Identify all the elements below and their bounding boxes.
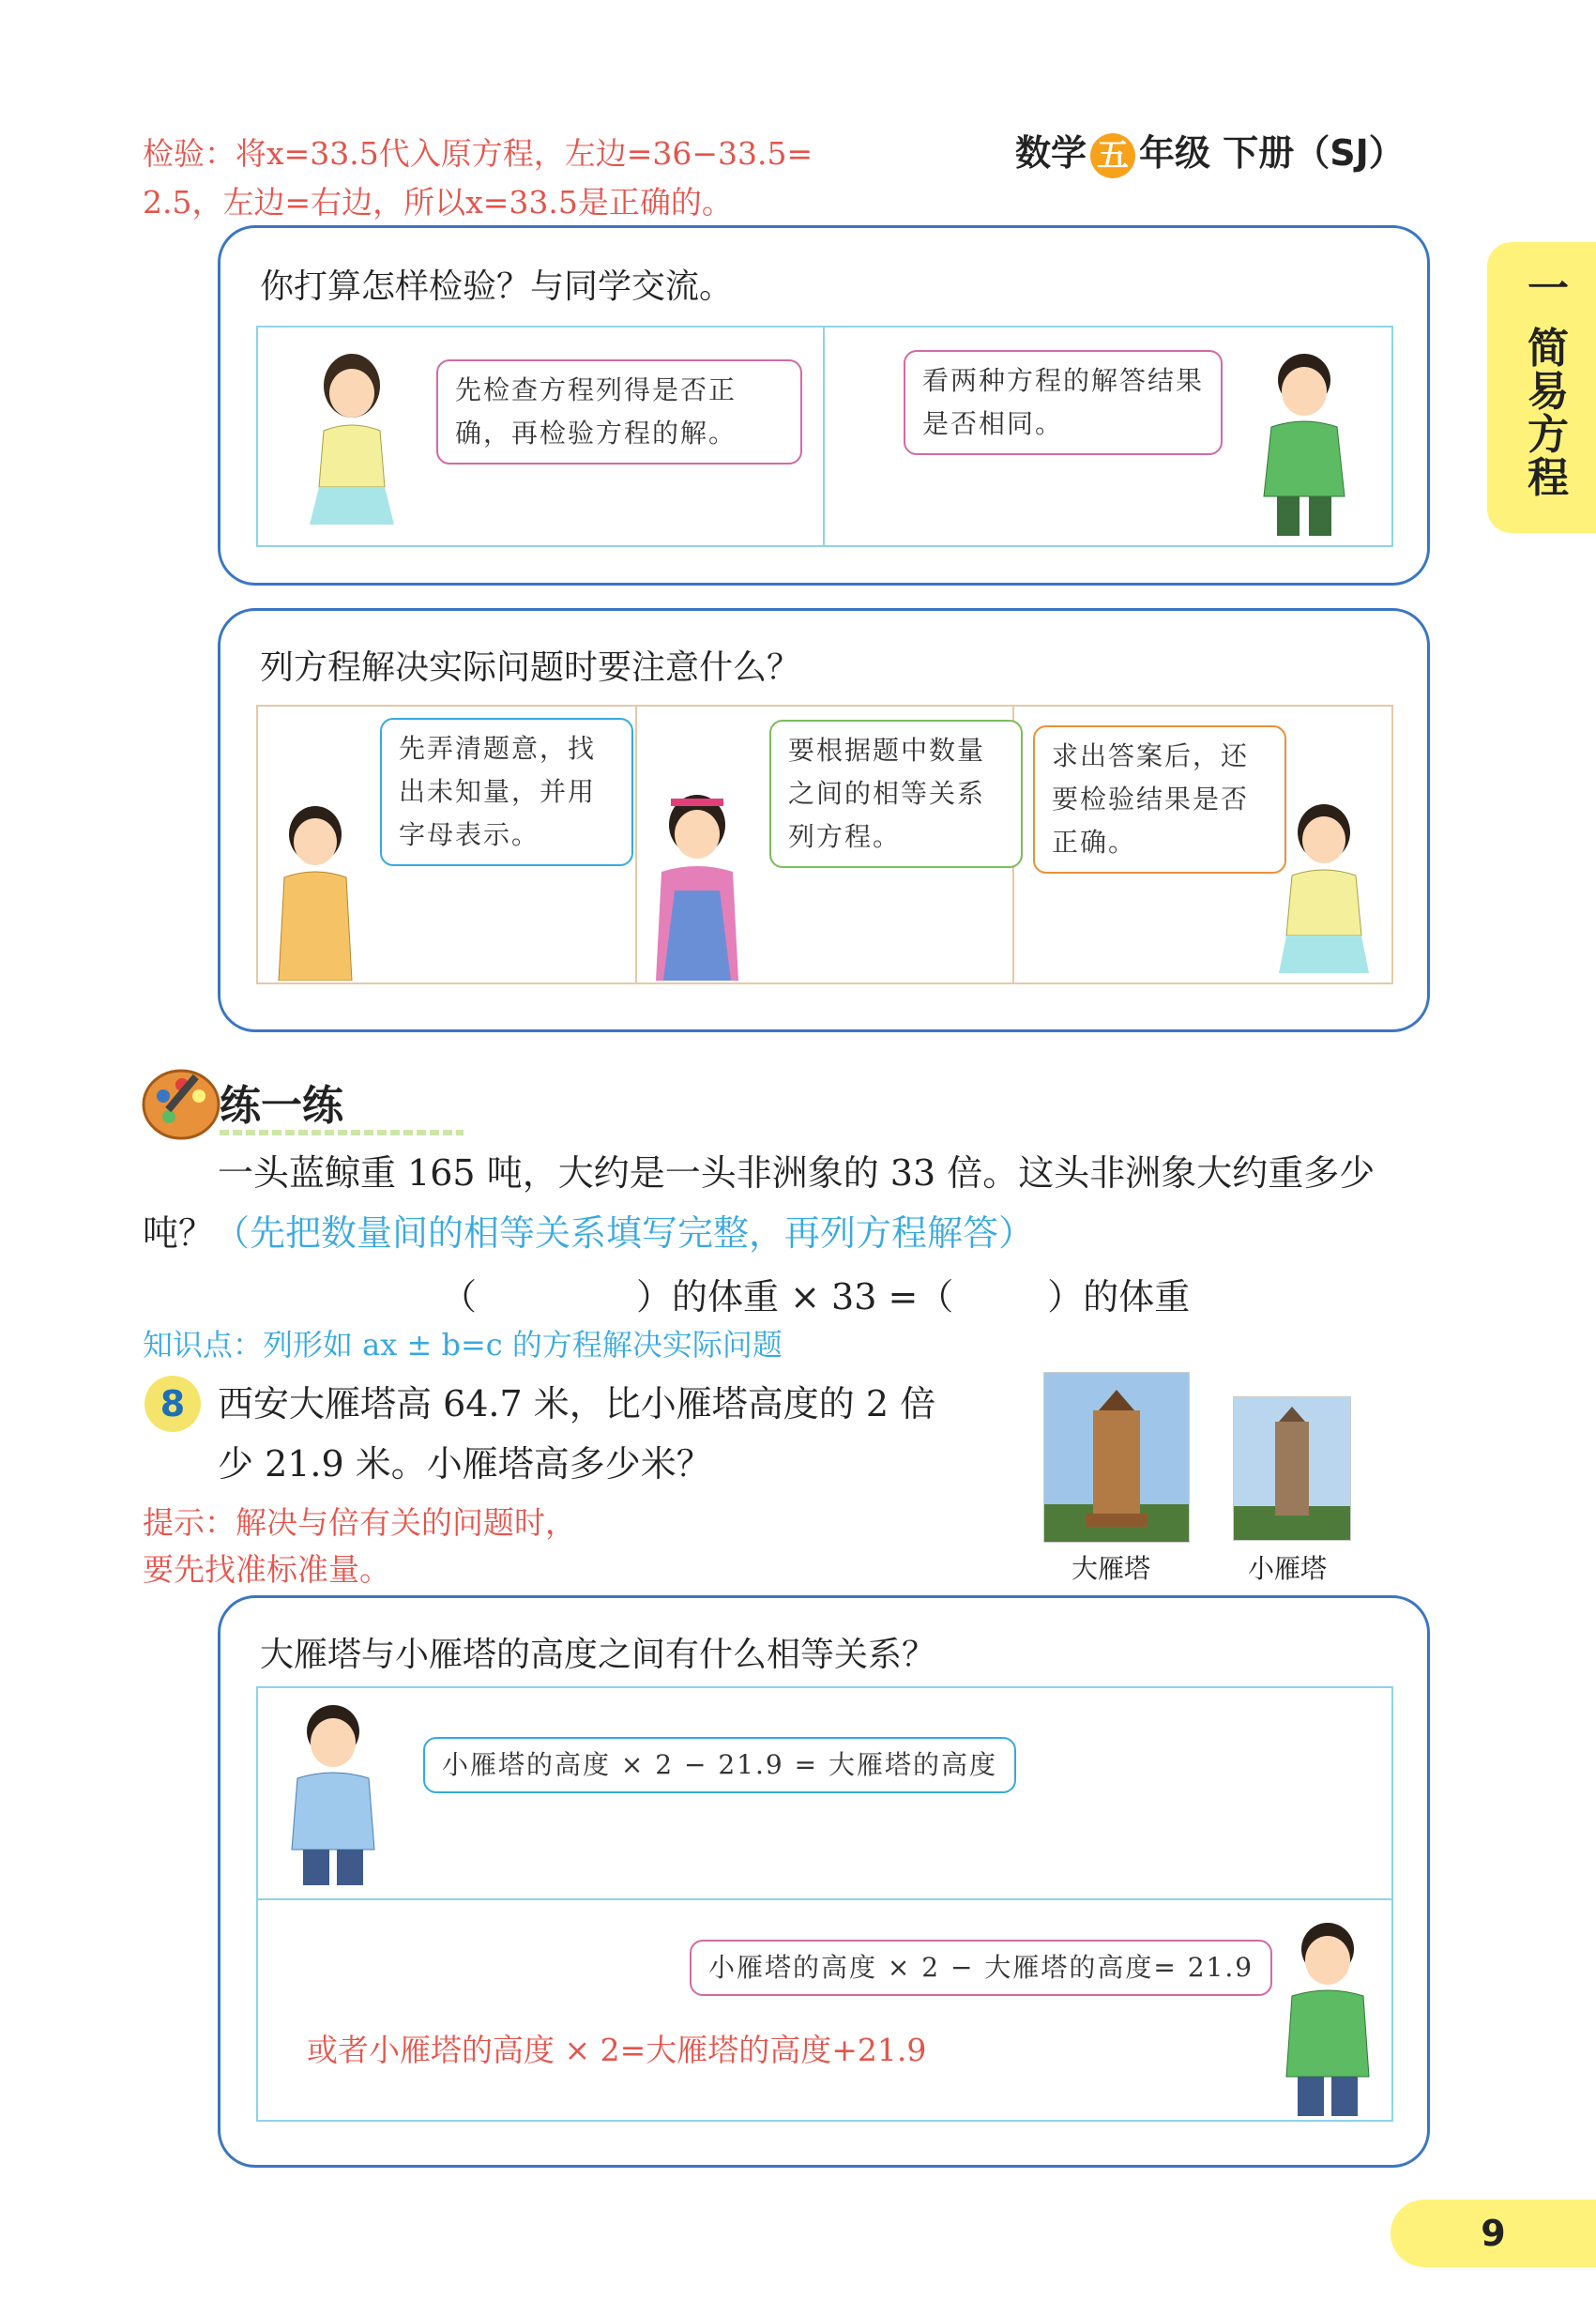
example8-hint-line2: 要先找准标准量。 <box>143 1551 390 1588</box>
card2-divider-1 <box>635 707 637 982</box>
boy-figure-icon <box>1243 346 1365 539</box>
discussion-card-attention <box>218 608 1430 1032</box>
page-number <box>1391 2200 1596 2267</box>
check-note-line1: 检验：将x=33.5代入原方程，左边=36−33.5= <box>143 135 813 172</box>
palette-icon <box>141 1064 221 1141</box>
bubble-equal-relation: 要根据题中数量之间的相等关系列方程。 <box>769 720 1023 868</box>
girl-pigtails-figure-icon <box>264 797 367 981</box>
card1-divider <box>823 327 825 545</box>
discussion-card-check <box>218 225 1430 586</box>
small-wild-goose-pagoda-photo <box>1233 1396 1351 1541</box>
card2-panel <box>256 705 1393 984</box>
boy-thinking-figure-icon <box>1269 1917 1386 2118</box>
card2-title: 列方程解决实际问题时要注意什么？ <box>260 648 801 687</box>
discussion-card-relation <box>218 1595 1430 2168</box>
bubble-check-equation: 先检查方程列得是否正确，再检验方程的解。 <box>436 359 802 465</box>
girl-figure-icon <box>296 346 408 534</box>
page-number-label: 9 <box>1481 2213 1506 2254</box>
check-note-line2: 2.5，左边=右边，所以x=33.5是正确的。 <box>143 184 733 221</box>
card3-title: 大雁塔与小雁塔的高度之间有什么相等关系？ <box>260 1636 936 1674</box>
relation-end: ）的体重 <box>1047 1276 1191 1318</box>
grade-badge: 五 <box>1090 133 1135 178</box>
girl-apron-figure-icon <box>641 787 753 981</box>
example8-problem <box>218 1374 1062 1494</box>
bubble-verify-result: 求出答案后，还要检验结果是否正确。 <box>1033 725 1286 874</box>
card1-panel <box>256 326 1393 547</box>
card1-title: 你打算怎样检验？与同学交流。 <box>260 267 734 306</box>
page-header <box>1015 124 1405 178</box>
bubble-relation-1: 小雁塔的高度 × 2 − 21.9 = 大雁塔的高度 <box>423 1737 1016 1793</box>
small-pagoda-caption: 小雁塔 <box>1248 1553 1328 1584</box>
boy-pointing-figure-icon <box>275 1699 391 1887</box>
relation-template <box>441 1267 1190 1327</box>
example8-line1: 西安大雁塔高 64.7 米，比小雁塔高度的 2 倍 <box>218 1383 936 1424</box>
chapter-tab-label: 一 简易方程 <box>1520 267 1568 499</box>
card3-divider <box>258 1898 1391 1900</box>
check-note <box>143 129 856 227</box>
relation-open-paren: （ <box>441 1276 478 1318</box>
practice-problem-question: 吨？ <box>143 1212 215 1254</box>
bubble-compare-results: 看两种方程的解答结果是否相同。 <box>904 350 1223 455</box>
practice-problem-line2 <box>143 1203 1447 1263</box>
chapter-tab[interactable] <box>1487 242 1596 533</box>
header-subject: 数学 <box>1015 132 1087 174</box>
example8-line2: 少 21.9 米。小雁塔高多少米？ <box>218 1443 712 1485</box>
header-grade-label: 年级 下册（SJ） <box>1139 132 1405 174</box>
girl-sweater-figure-icon <box>1271 795 1376 979</box>
example8-hint-line1: 提示：解决与倍有关的问题时， <box>143 1504 576 1541</box>
knowledge-point: 知识点：列形如 ax ± b=c 的方程解决实际问题 <box>143 1327 783 1363</box>
practice-heading: 练一练 <box>220 1082 343 1130</box>
relation-middle: ）的体重 × 33 =（ <box>636 1276 954 1318</box>
practice-hint: （先把数量间的相等关系填写完整，再列方程解答） <box>214 1212 1035 1254</box>
practice-problem <box>143 1143 1447 1263</box>
bubble-relation-2: 小雁塔的高度 × 2 − 大雁塔的高度= 21.9 <box>690 1940 1272 1996</box>
big-wild-goose-pagoda-photo <box>1043 1372 1190 1543</box>
relation-answer[interactable]: 或者小雁塔的高度 × 2=大雁塔的高度+21.9 <box>307 2032 927 2068</box>
big-pagoda-caption: 大雁塔 <box>1072 1553 1151 1584</box>
example-number-badge: 8 <box>144 1376 201 1432</box>
card3-panel <box>256 1686 1393 2122</box>
practice-problem-line1: 一头蓝鲸重 165 吨，大约是一头非洲象的 33 倍。这头非洲象大约重多少 <box>218 1152 1376 1194</box>
bubble-find-unknown: 先弄清题意，找出未知量，并用字母表示。 <box>380 718 633 866</box>
example8-hint <box>143 1500 576 1593</box>
practice-underline <box>220 1130 464 1135</box>
